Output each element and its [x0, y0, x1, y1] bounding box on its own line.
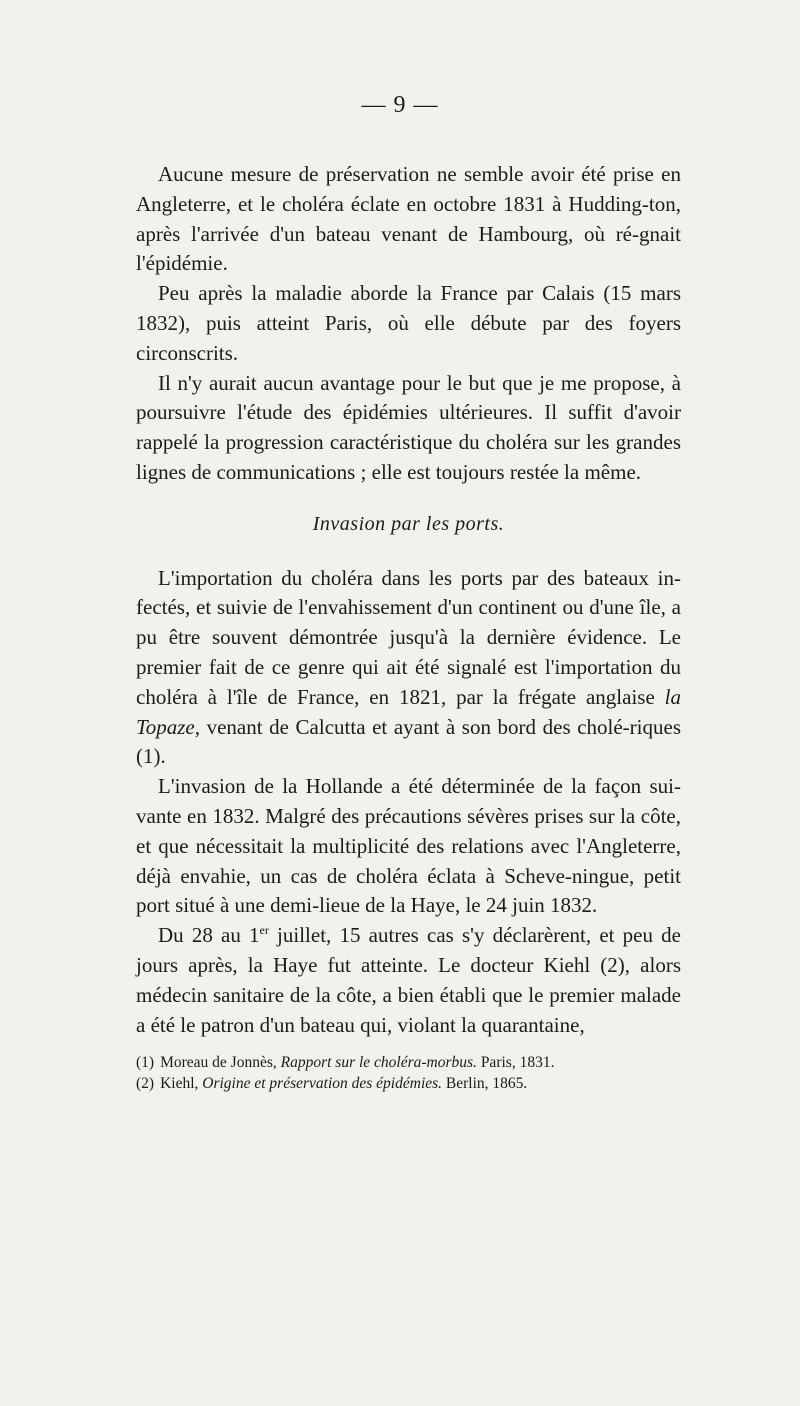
- page-number: — 9 —: [361, 92, 439, 118]
- paragraph-6: [136, 921, 681, 1040]
- body-text: [136, 160, 681, 1094]
- footnote-rest: Berlin, 1865.: [442, 1075, 528, 1093]
- ordinal-superscript: er: [259, 923, 269, 938]
- footnote-rest: Paris, 1831.: [476, 1054, 555, 1072]
- footnote-2: [136, 1073, 681, 1094]
- footnote-number: (2): [136, 1075, 155, 1093]
- footnotes: [136, 1052, 681, 1094]
- paragraph-6-part-a: Du 28 au 1: [158, 923, 260, 948]
- paragraph-4-part-a: L'importation du choléra dans les ports par des bateaux in-fectés, et suivie de l'envahissement d'un continent ou d'une île, a pu être souvent démontrée jusqu'à la dernière évidence. Le premier fait de ce genre qui ait été signalé est l'importation du choléra à l'île de France, en 1821, par la frégate anglaise: [136, 565, 681, 709]
- footnote-title: Origine et préservation des épidémies.: [202, 1075, 443, 1093]
- ship-name: la Topaze: [136, 684, 681, 739]
- paragraph-2: Peu après la maladie aborde la France par Calais (15 mars 1832), puis atteint Paris, où elle débute par des foyers circonscrits.: [136, 281, 681, 365]
- footnote-number: (1): [136, 1054, 155, 1072]
- section-heading: Invasion par les ports.: [312, 512, 505, 535]
- footnote-author: Kiehl,: [160, 1075, 199, 1093]
- paragraph-4: [136, 564, 681, 773]
- paragraph-3: Il n'y aurait aucun avantage pour le but que je me propose, à poursuivre l'étude des épidémies ultérieures. Il suffit d'avoir rappelé la progression caractéristique du choléra sur les grandes lignes de communications ; elle est toujours restée la même.: [136, 370, 681, 484]
- paragraph-4-part-b: , venant de Calcutta et ayant à son bord des cholé-riques (1).: [136, 714, 681, 769]
- paragraph-6-part-b: juillet, 15 autres cas s'y déclarèrent, et peu de jours après, la Haye fut atteinte. Le docteur Kiehl (2), alors médecin sanitaire de la côte, a bien établi que le premier malade a été le patron d'un bateau qui, violant la quarantaine,: [136, 923, 681, 1037]
- paragraph-5: L'invasion de la Hollande a été déterminée de la façon sui-vante en 1832. Malgré des précautions sévères prises sur la côte, et que nécessitait la multiplicité des relations avec l'Angleterre, déjà envahie, un cas de choléra éclata à Scheve-ningue, petit port situé à une demi-lieue de la Haye, le 24 juin 1832.: [136, 774, 681, 918]
- footnote-title: Rapport sur le choléra-morbus.: [280, 1054, 477, 1072]
- footnote-author: Moreau de Jonnès,: [160, 1054, 277, 1072]
- footnote-1: [136, 1052, 681, 1073]
- paragraph-1: Aucune mesure de préservation ne semble avoir été prise en Angleterre, et le choléra éclate en octobre 1831 à Hudding-ton, après l'arrivée d'un bateau venant de Hambourg, où ré-gnait l'épidémie.: [136, 162, 681, 276]
